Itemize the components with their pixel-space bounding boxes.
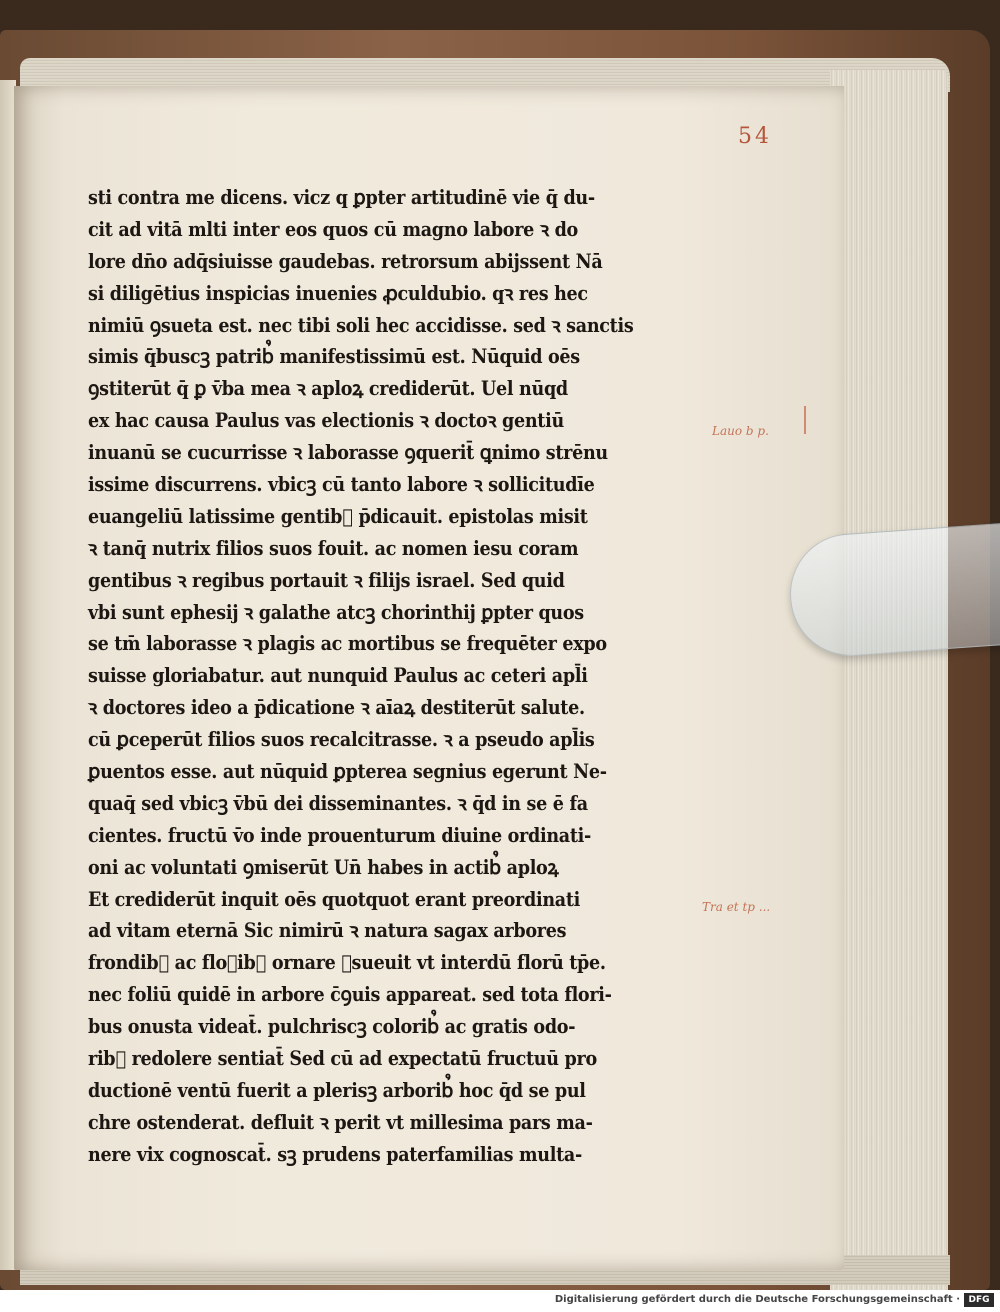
text-line: quaq̄ sed vbicꝫ v̄bū dei disseminantes. ꝛ q̄d in se ē fa [88,791,588,815]
text-line: euangeliū latissime gentib᷒ p̄dicauit. epistolas misit [88,504,588,528]
text-line: nere vix cognoscat̄. sꝫ prudens paterfamilias multa- [88,1142,582,1166]
text-line: simis q̄buscꝫ patrib᷒ manifestissimū est. Nūquid oēs [88,345,580,369]
text-line: gentibus ꝛ regibus portauit ꝛ filijs israel. Sed quid [88,568,565,592]
text-line: ad vitam eternā Sic nimirū ꝛ natura sagax arbores [88,919,567,943]
text-line: Et crediderūt inquit oēs quotquot erant preordinati [88,887,581,911]
text-line: lore dn̄o adq̄siuisse gaudebas. retrorsum abijssent Nā [88,249,603,273]
text-line: vbi sunt ephesij ꝛ galathe atcꝫ chorinthij ꝑpter quos [88,600,584,624]
text-line: si diligētius inspicias inuenies ꝓculdubio. qꝛ res hec [88,281,588,305]
page-clip [786,522,1000,660]
text-line: ductionē ventū fuerit a plerisꝫ arborib᷒ hoc q̄d se pul [88,1078,586,1102]
text-line: chre ostenderat. defluit ꝛ perit vt millesima pars ma- [88,1110,593,1134]
text-line: cit ad vitā mlti inter eos quos cū magno labore ꝛ do [88,217,578,241]
text-line: ex hac causa Paulus vas electionis ꝛ doctoꝛ gentiū [88,409,564,433]
dfg-logo: DFG [964,1293,994,1307]
text-line: cientes. fructū v̄o inde prouenturum diuine ordinati- [88,823,592,847]
text-line: rib᷒ redolere sentiat̄ Sed cū ad expectatū fructuū pro [88,1047,597,1071]
text-line: suisse gloriabatur. aut nunquid Paulus ac ceteri apl̄i [88,664,588,688]
text-line: oni ac voluntati ꝯmiserūt Un̄ habes in actib᷒ aploꝝ [88,855,559,879]
text-line: bus onusta videat̄. pulchriscꝫ colorib᷒ ac gratis odo- [88,1015,576,1039]
margin-mark [804,406,806,434]
text-line: ꝛ doctores ideo a p̄dicatione ꝛ aīaꝝ destiterūt salute. [88,696,585,720]
body-text [88,182,698,1171]
text-line: sti contra me dicens. vicz q ꝑpter artitudinē vie q̄ du- [88,186,595,209]
text-line: ꝑuentos esse. aut nūquid ꝑpterea segnius egerunt Ne- [88,760,607,784]
footer-bar [0,1290,1000,1312]
funding-credit: Digitalisierung gefördert durch die Deutsche Forschungsgemeinschaft · [554,1294,960,1305]
page-edges-fore-edge [830,70,948,1290]
text-line: ꝛ tanq̄ nutrix filios suos fouit. ac nomen iesu coram [88,536,579,560]
text-line: se tm̄ laborasse ꝛ plagis ac mortibus se frequēter expo [88,632,607,656]
margin-note-2: Tra et tp ... [702,900,771,914]
text-line: cū ꝑceperūt filios suos recalcitrasse. ꝛ a pseudo apl̄is [88,728,595,752]
text-line: issime discurrens. vbicꝫ cū tanto labore ꝛ sollicitudīe [88,473,595,497]
folio-number: 54 [738,124,772,149]
text-line: frondib᷒ ac floꝛib᷒ ornare ꝯsueuit vt interdū florū tp̄e. [88,951,606,975]
text-line: inuanū se cucurrisse ꝛ laborasse ꝯquerit̄ ꝗnimo strēnu [88,441,608,465]
text-line: nec foliū quidē in arbore c̄ꝯuis appareat. sed tota flori- [88,983,612,1007]
margin-note-1: Lauo b p. [712,424,769,438]
text-line: nimiū ꝯsueta est. nec tibi soli hec accidisse. sed ꝛ sanctis [88,313,634,337]
text-line: ꝯstiterūt q̄ ꝑ v̄ba mea ꝛ aploꝝ crediderūt. Uel nūqd [88,377,568,401]
